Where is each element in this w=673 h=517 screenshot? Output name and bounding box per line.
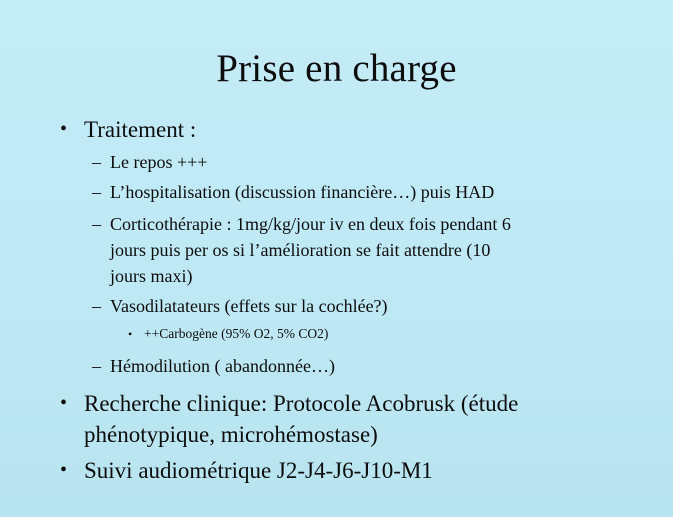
dash-icon: – <box>92 182 101 202</box>
bullet-icon: • <box>60 118 68 140</box>
subitem-text-line-3: jours maxi) <box>110 266 193 286</box>
slide-title: Prise en charge <box>216 47 457 90</box>
dash-icon: – <box>92 214 101 234</box>
subitem-text-line-2: jours puis per os si l’amélioration se fait attendre (10 <box>110 240 491 260</box>
dash-icon: – <box>92 152 101 172</box>
dash-icon: – <box>92 296 101 316</box>
subsubitem-text: ++Carbogène (95% O2, 5% CO2) <box>144 326 329 341</box>
bullet-icon: • <box>60 459 68 481</box>
subitem-text: Hémodilution ( abandonnée…) <box>110 356 335 376</box>
subitem-text-line-1: Corticothérapie : 1mg/kg/jour iv en deux fois pendant 6 <box>110 214 511 234</box>
bullet-text-line-2: phénotypique, microhémostase) <box>84 422 378 447</box>
bullet-text: Suivi audiométrique J2-J4-J6-J10-M1 <box>84 458 433 483</box>
subitem-text: Le repos +++ <box>110 152 208 172</box>
bullet-text-line-1: Recherche clinique: Protocole Acobrusk (étude <box>84 391 519 416</box>
bullet-icon: • <box>128 327 133 341</box>
bullet-icon: • <box>60 392 68 414</box>
subitem-text: Vasodilatateurs (effets sur la cochlée?) <box>110 296 388 316</box>
subitem-text: L’hospitalisation (discussion financière…) puis HAD <box>110 182 495 202</box>
bullet-text: Traitement : <box>84 117 197 142</box>
dash-icon: – <box>92 356 101 376</box>
